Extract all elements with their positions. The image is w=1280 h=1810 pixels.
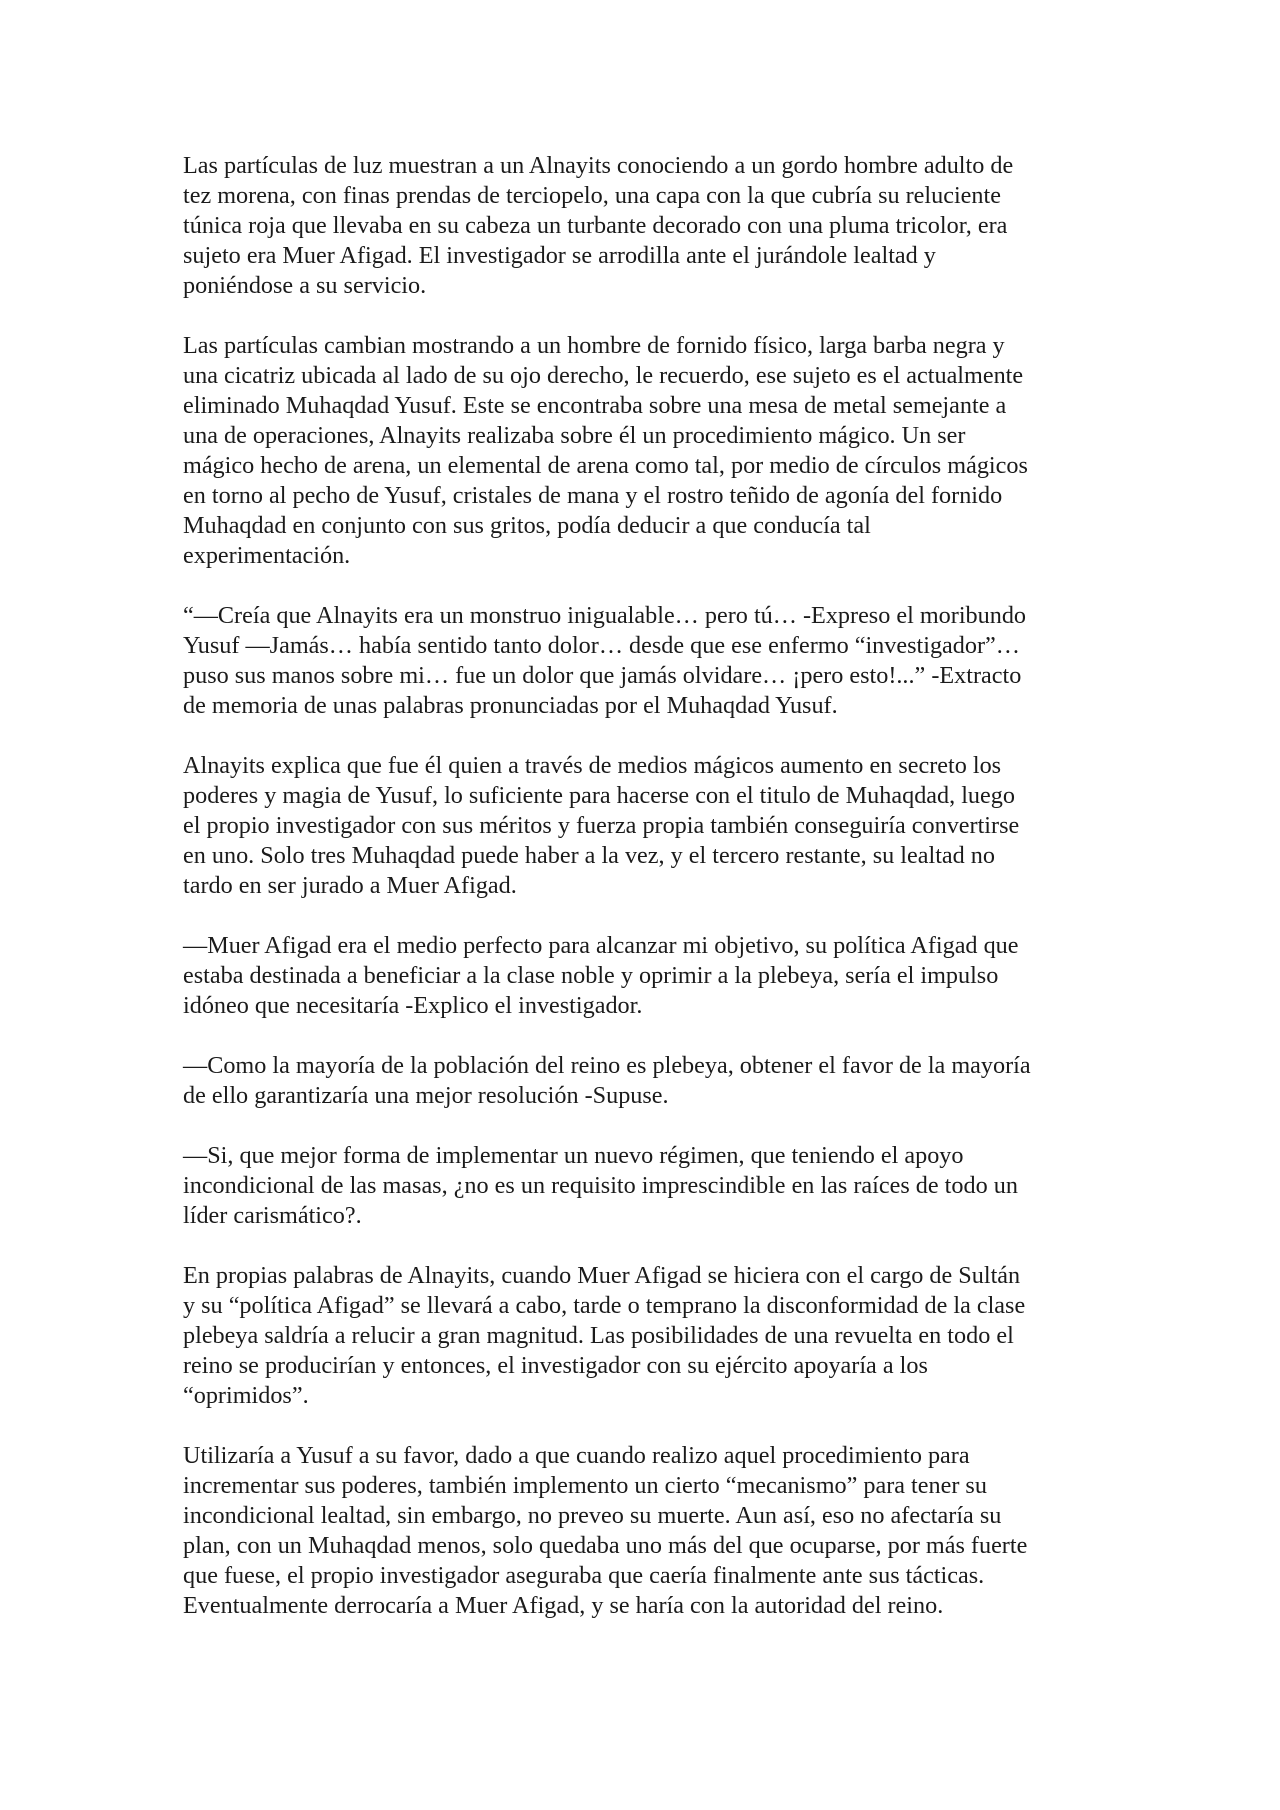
paragraph [183, 1051, 1098, 1111]
text-line: idóneo que necesitaría -Explico el investigador. [183, 992, 643, 1019]
text-line: y su “política Afigad” se llevará a cabo, tarde o temprano la disconformidad de la clase [183, 1292, 1026, 1319]
text-line: —Muer Afigad era el medio perfecto para alcanzar mi objetivo, su política Afigad que [183, 932, 1019, 959]
text-line: Las partículas de luz muestran a un Alnayits conociendo a un gordo hombre adulto de [183, 152, 1014, 179]
text-line: plan, con un Muhaqdad menos, solo quedaba uno más del que ocuparse, por más fuerte [183, 1532, 1028, 1559]
text-line: Yusuf —Jamás… había sentido tanto dolor… desde que ese enfermo “investigador”… [183, 632, 1020, 659]
text-line: Eventualmente derrocaría a Muer Afigad, y se haría con la autoridad del reino. [183, 1592, 944, 1619]
text-line: plebeya saldría a relucir a gran magnitud. Las posibilidades de una revuelta en todo el [183, 1322, 1014, 1349]
text-line: —Como la mayoría de la población del reino es plebeya, obtener el favor de la mayoría [183, 1052, 1031, 1079]
text-line: estaba destinada a beneficiar a la clase noble y oprimir a la plebeya, sería el impulso [183, 962, 999, 989]
text-line: líder carismático?. [183, 1202, 362, 1229]
text-line: reino se producirían y entonces, el investigador con su ejército apoyaría a los [183, 1352, 928, 1379]
text-line: incrementar sus poderes, también implemento un cierto “mecanismo” para tener su [183, 1472, 987, 1499]
document-body [183, 151, 1098, 1621]
text-line: en uno. Solo tres Muhaqdad puede haber a la vez, y el tercero restante, su lealtad no [183, 842, 995, 869]
text-line: Las partículas cambian mostrando a un hombre de fornido físico, larga barba negra y [183, 332, 1005, 359]
paragraph [183, 151, 1098, 301]
text-line: Utilizaría a Yusuf a su favor, dado a que cuando realizo aquel procedimiento para [183, 1442, 970, 1469]
paragraph [183, 751, 1098, 901]
text-line: el propio investigador con sus méritos y fuerza propia también conseguiría convertirse [183, 812, 1020, 839]
text-line: de memoria de unas palabras pronunciadas por el Muhaqdad Yusuf. [183, 692, 838, 719]
text-line: una de operaciones, Alnayits realizaba sobre él un procedimiento mágico. Un ser [183, 422, 966, 449]
paragraph [183, 1141, 1098, 1231]
text-line: “oprimidos”. [183, 1382, 309, 1409]
text-line: tez morena, con finas prendas de terciopelo, una capa con la que cubría su reluciente [183, 182, 1001, 209]
paragraph [183, 601, 1098, 721]
text-line: eliminado Muhaqdad Yusuf. Este se encontraba sobre una mesa de metal semejante a [183, 392, 1007, 419]
text-line: incondicional lealtad, sin embargo, no preveo su muerte. Aun así, eso no afectaría su [183, 1502, 1002, 1529]
paragraph [183, 1261, 1098, 1411]
text-line: “—Creía que Alnayits era un monstruo inigualable… pero tú… -Expreso el moribundo [183, 602, 1027, 629]
text-line: sujeto era Muer Afigad. El investigador se arrodilla ante el jurándole lealtad y [183, 242, 936, 269]
text-line: —Si, que mejor forma de implementar un nuevo régimen, que teniendo el apoyo [183, 1142, 964, 1169]
text-line: en torno al pecho de Yusuf, cristales de mana y el rostro teñido de agonía del fornido [183, 482, 1003, 509]
text-line: tardo en ser jurado a Muer Afigad. [183, 872, 517, 899]
paragraph [183, 931, 1098, 1021]
text-line: una cicatriz ubicada al lado de su ojo derecho, le recuerdo, ese sujeto es el actualmente [183, 362, 1024, 389]
text-line: que fuese, el propio investigador aseguraba que caería finalmente ante sus tácticas. [183, 1562, 985, 1589]
text-line: experimentación. [183, 542, 351, 569]
paragraph [183, 1441, 1098, 1621]
text-line: Muhaqdad en conjunto con sus gritos, podía deducir a que conducía tal [183, 512, 871, 539]
text-line: poniéndose a su servicio. [183, 272, 427, 299]
text-line: poderes y magia de Yusuf, lo suficiente para hacerse con el titulo de Muhaqdad, luego [183, 782, 1015, 809]
text-line: mágico hecho de arena, un elemental de arena como tal, por medio de círculos mágicos [183, 452, 1028, 479]
text-line: túnica roja que llevaba en su cabeza un turbante decorado con una pluma tricolor, era [183, 212, 1008, 239]
text-line: puso sus manos sobre mi… fue un dolor que jamás olvidare… ¡pero esto!...” -Extracto [183, 662, 1022, 689]
text-line: En propias palabras de Alnayits, cuando Muer Afigad se hiciera con el cargo de Sultán [183, 1262, 1021, 1289]
text-line: Alnayits explica que fue él quien a través de medios mágicos aumento en secreto los [183, 752, 1002, 779]
paragraph [183, 331, 1098, 571]
text-line: incondicional de las masas, ¿no es un requisito imprescindible en las raíces de todo un [183, 1172, 1018, 1199]
text-line: de ello garantizaría una mejor resolución -Supuse. [183, 1082, 669, 1109]
